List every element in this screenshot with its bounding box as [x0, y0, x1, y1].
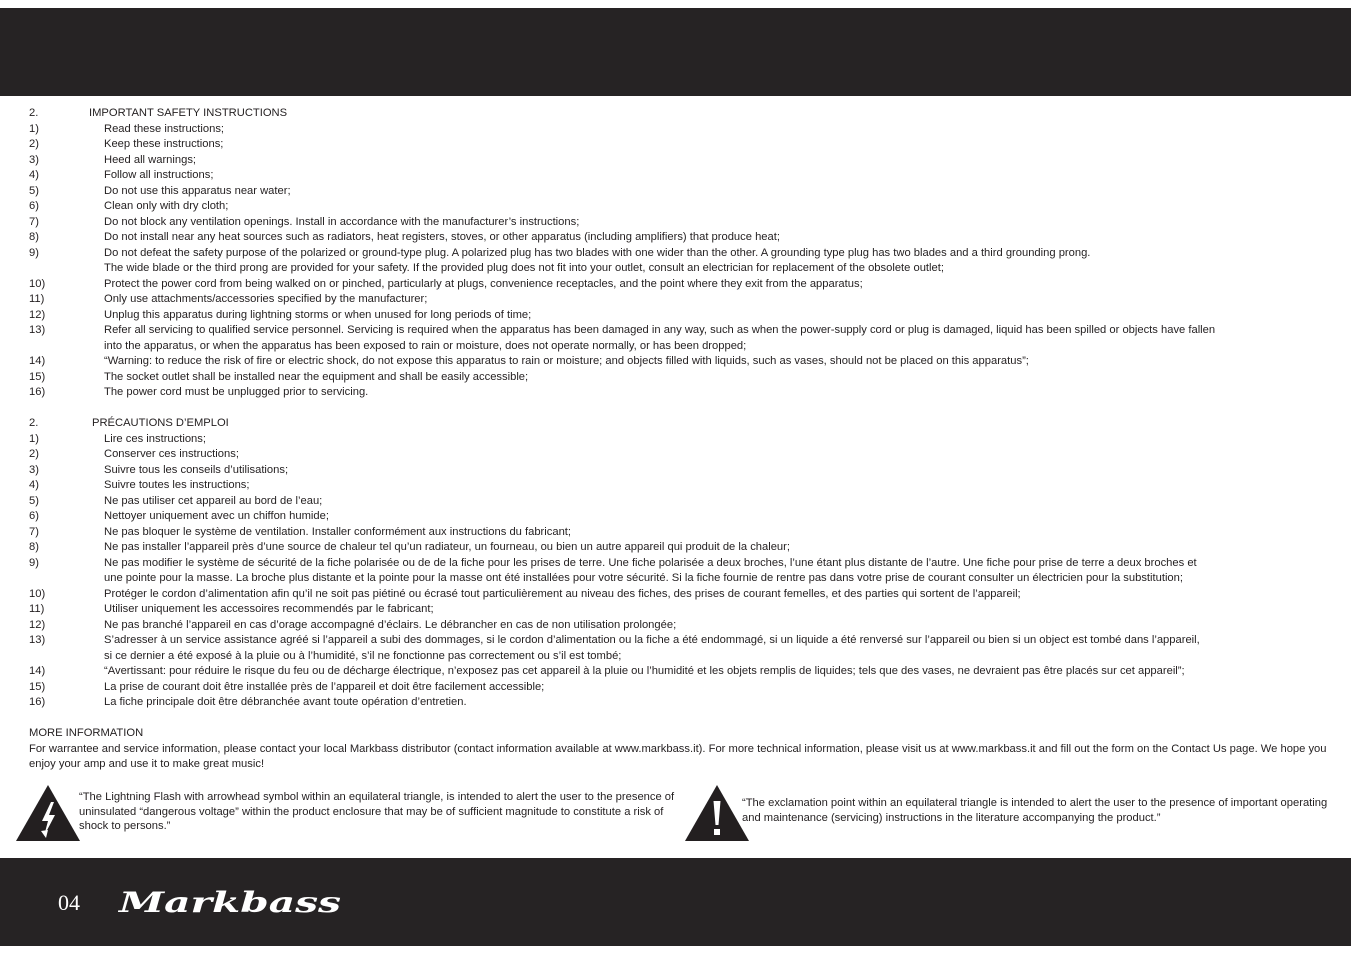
- page-number: 04: [58, 890, 80, 915]
- list-item: [29, 695, 1341, 711]
- logo-wordmark: Markbass: [118, 888, 342, 918]
- list-item-number: 14): [29, 665, 46, 677]
- list-item-number: 10): [29, 587, 46, 600]
- list-item-number: 5): [29, 494, 39, 507]
- list-item-number: 12): [29, 618, 46, 631]
- list-item: [29, 664, 1341, 680]
- list-item-number: 13): [29, 324, 46, 336]
- list-item-text: Do not install near any heat sources such as radiators, heat registers, stoves, or other apparatus (including amplifiers) that produce heat;: [104, 231, 780, 243]
- list-item: [29, 354, 1341, 370]
- lightning-warning-text: “The Lightning Flash with arrowhead symbol within an equilateral triangle, is intended to alert the user to the presence of uninsulated “dangerous voltage” within the product enclosure that may be of sufficient magnitude to constitute a risk of shock to persons.”: [79, 791, 675, 832]
- list-item: [29, 323, 1341, 354]
- list-item-text: Ne pas bloquer le système de ventilation. Installer conformément aux instructions du fabricant;: [104, 525, 572, 538]
- list-item-text: Only use attachments/accessories specified by the manufacturer;: [104, 293, 428, 305]
- list-item: [29, 540, 1341, 556]
- list-item: [29, 463, 1341, 479]
- list-item-text: Nettoyer uniquement avec un chiffon humide;: [104, 510, 329, 522]
- list-item-text: S’adresser à un service assistance agréé si l’appareil a subi des dommages, si le cordon d’alimentation ou la fiche a été endommagé, si un liquide a été renversé sur l’appareil ou bien si un object est tombé dans l’appareil, si ce dernier a été exposé à la pluie ou à l’humidité, s’il ne fonctionne pas correctement ou s’il est tombé;: [104, 634, 1200, 662]
- section-heading: IMPORTANT SAFETY INSTRUCTIONS: [89, 107, 288, 119]
- list-item: [29, 633, 1341, 664]
- list-item: [29, 137, 1341, 153]
- list-item-number: 10): [29, 277, 46, 290]
- list-item-text: Read these instructions;: [104, 122, 225, 135]
- list-item-number: 14): [29, 355, 46, 367]
- list-item-text: La fiche principale doit être débranchée avant toute opération d’entretien.: [104, 696, 467, 708]
- section-number: 2.: [29, 107, 39, 119]
- list-item-text: Unplug this apparatus during lightning storms or when unused for long periods of time;: [104, 308, 532, 321]
- list-item-number: 15): [29, 370, 46, 383]
- list-item: [29, 215, 1341, 231]
- list-item-text: Protéger le cordon d’alimentation afin qu’il ne soit pas piétiné ou écrasé tout particulièrement au niveau des fiches, des prises de courant femelles, et des parties qui sortent de l’appareil;: [104, 587, 1021, 600]
- section-heading: PRÉCAUTIONS D’EMPLOI: [92, 417, 229, 429]
- list-item-text: Do not defeat the safety purpose of the polarized or ground-type plug. A polarized plug has two blades with one wider than the other. A grounding type plug has two blades and a third grounding prong. The wide blade or the third prong are provided for your safety. If the provided plug does not fit into your outlet, consult an electrician for replacement of the obsolete outlet;: [104, 246, 1091, 274]
- list-item-text: Clean only with dry cloth;: [104, 200, 229, 212]
- list-item-number: 9): [29, 246, 39, 259]
- list-item-number: 4): [29, 169, 39, 181]
- list-item: [29, 184, 1341, 200]
- list-item-text: Utiliser uniquement les accessoires recommendés par le fabricant;: [104, 603, 434, 615]
- section-heading-row: [29, 416, 1341, 432]
- list-item-number: 1): [29, 122, 39, 135]
- list-item: [29, 230, 1341, 246]
- list-item-number: 4): [29, 479, 39, 491]
- header-band: [0, 8, 1351, 96]
- section-number: 2.: [29, 417, 39, 429]
- list-item-text: The socket outlet shall be installed near the equipment and shall be easily accessible;: [104, 370, 529, 383]
- markbass-logo: [118, 888, 342, 918]
- list-item: [29, 602, 1341, 618]
- list-item-number: 2): [29, 138, 39, 150]
- more-information: [29, 726, 1329, 773]
- list-item-text: Refer all servicing to qualified service personnel. Servicing is required when the apparatus has been damaged in any way, such as when the power-supply cord or plug is damaged, liquid has been spilled or objects have fallen into the apparatus, or when the apparatus has been exposed to rain or moisture, does not operate normally, or has been dropped;: [104, 324, 1216, 352]
- list-item-number: 11): [29, 293, 45, 305]
- exclamation-warning-text: “The exclamation point within an equilateral triangle is intended to alert the user to the presence of important operating and maintenance (servicing) instructions in the literature accompanying the product.”: [742, 797, 1328, 824]
- list-item-number: 3): [29, 153, 39, 166]
- list-item-number: 3): [29, 463, 39, 476]
- list-item-number: 7): [29, 525, 39, 538]
- safety-instructions-en: [29, 106, 1341, 401]
- list-item: [29, 385, 1341, 401]
- list-item: [29, 308, 1341, 324]
- list-item: [29, 618, 1341, 634]
- list-item-number: 1): [29, 432, 39, 445]
- list-item-text: Keep these instructions;: [104, 138, 224, 150]
- list-item: [29, 587, 1341, 603]
- list-item-text: La prise de courant doit être installée près de l’appareil et doit être facilement accessible;: [104, 680, 545, 693]
- list-item: [29, 432, 1341, 448]
- list-item-number: 8): [29, 231, 39, 243]
- list-item-text: Do not use this apparatus near water;: [104, 184, 291, 197]
- list-item-text: Ne pas modifier le système de sécurité de la fiche polarisée ou de de la fiche pour les prises de terre. Une fiche polarisée a deux broches, l’une étant plus distante de l’autre. Une fiche pour prise de terre a deux broches et une pointe pour la masse. La broche plus distante et la pointe pour la masse ont été installées pour votre sécurité. Si la fiche fournie de rentre pas dans votre prise de courant consulter un électricien pour la substitution;: [104, 556, 1197, 584]
- list-item: [29, 556, 1341, 587]
- list-item-number: 16): [29, 386, 46, 398]
- exclamation-triangle-icon: [684, 784, 750, 842]
- safety-instructions-fr: [29, 416, 1341, 711]
- list-item: [29, 292, 1341, 308]
- list-item-text: Lire ces instructions;: [104, 432, 206, 445]
- list-item-number: 6): [29, 510, 39, 522]
- list-item: [29, 277, 1341, 293]
- list-item-number: 12): [29, 308, 46, 321]
- list-item-text: Conserver ces instructions;: [104, 448, 239, 460]
- list-item: [29, 168, 1341, 184]
- list-item-text: Ne pas installer l’appareil près d’une source de chaleur tel qu’un radiateur, un fourneau, ou bien un autre appareil qui produit de la chaleur;: [104, 541, 790, 553]
- list-item: [29, 494, 1341, 510]
- list-item: [29, 122, 1341, 138]
- list-item-text: Do not block any ventilation openings. Install in accordance with the manufacturer’s instructions;: [104, 215, 580, 228]
- list-item-text: Suivre tous les conseils d’utilisations;: [104, 463, 289, 476]
- list-item-text: Protect the power cord from being walked on or pinched, particularly at plugs, convenience receptacles, and the point where they exit from the apparatus;: [104, 277, 863, 290]
- list-item-number: 16): [29, 696, 46, 708]
- list-item-number: 8): [29, 541, 39, 553]
- list-item: [29, 525, 1341, 541]
- list-item-number: 13): [29, 634, 46, 646]
- list-item-text: Follow all instructions;: [104, 169, 214, 181]
- more-information-body: For warrantee and service information, please contact your local Markbass distributor (contact information available at www.markbass.it). For more technical information, please visit us at www.markbass.it and fill out the form on the Contact Us page. We hope you enjoy your amp and use it to make great music!: [29, 742, 1327, 770]
- list-item-number: 6): [29, 200, 39, 212]
- list-item: [29, 509, 1341, 525]
- list-item-text: Ne pas utiliser cet appareil au bord de l’eau;: [104, 494, 323, 507]
- section-heading-row: [29, 106, 1341, 122]
- list-item: [29, 478, 1341, 494]
- list-item-text: “Avertissant: pour réduire le risque du feu ou de décharge électrique, n’exposez pas cet appareil à la pluie ou l’humidité et les objets remplis de liquides; tels que des vases, ne devraient pas être placés sur cet appareil”;: [104, 665, 1185, 677]
- list-item: [29, 246, 1341, 277]
- list-item-number: 7): [29, 215, 39, 228]
- lightning-triangle-icon: [15, 784, 81, 842]
- list-item-number: 11): [29, 603, 45, 615]
- list-item: [29, 680, 1341, 696]
- list-item: [29, 199, 1341, 215]
- list-item-number: 9): [29, 556, 39, 569]
- safety-list-en: [29, 122, 1341, 401]
- list-item: [29, 370, 1341, 386]
- list-item-number: 2): [29, 448, 39, 460]
- list-item-text: The power cord must be unplugged prior to servicing.: [104, 386, 369, 398]
- list-item-number: 15): [29, 680, 46, 693]
- list-item-text: Suivre toutes les instructions;: [104, 479, 250, 491]
- list-item-text: “Warning: to reduce the risk of fire or electric shock, do not expose this apparatus to rain or moisture; and objects filled with liquids, such as vases, should not be placed on this apparatus”;: [104, 355, 1029, 367]
- list-item-text: Ne pas branché l’appareil en cas d’orage accompagné d’éclairs. Le débrancher en cas de non utilisation prolongée;: [104, 618, 677, 631]
- list-item: [29, 447, 1341, 463]
- list-item: [29, 153, 1341, 169]
- safety-list-fr: [29, 432, 1341, 711]
- list-item-number: 5): [29, 184, 39, 197]
- more-information-heading: MORE INFORMATION: [29, 727, 144, 739]
- list-item-text: Heed all warnings;: [104, 153, 197, 166]
